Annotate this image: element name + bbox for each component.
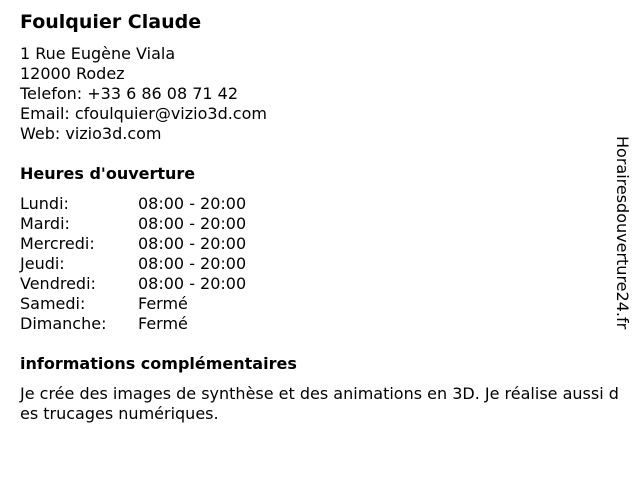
hours-row-thursday (20, 254, 320, 274)
time-value: Fermé (138, 314, 188, 333)
hours-title: Heures d'ouverture (20, 164, 196, 183)
time-value: 08:00 - 20:00 (138, 214, 247, 233)
business-name: Foulquier Claude (20, 11, 202, 33)
day-label: Mercredi: (20, 234, 95, 253)
hours-table (20, 194, 320, 334)
time-value: 08:00 - 20:00 (138, 234, 247, 253)
info-description: Je crée des images de synthèse et des animations en 3D. Je réalise aussi des trucages numériques. (20, 384, 619, 423)
watermark-text: Horairesdouverture24.fr (613, 136, 632, 330)
hours-row-saturday (20, 294, 320, 314)
info-title: informations complémentaires (20, 354, 297, 373)
day-label: Samedi: (20, 294, 86, 313)
time-value: 08:00 - 20:00 (138, 194, 247, 213)
day-label: Mardi: (20, 214, 70, 233)
hours-row-tuesday (20, 214, 320, 234)
address-line-2: 12000 Rodez (20, 64, 125, 83)
hours-row-monday (20, 194, 320, 214)
hours-row-wednesday (20, 234, 320, 254)
day-label: Vendredi: (20, 274, 96, 293)
day-label: Dimanche: (20, 314, 107, 333)
day-label: Jeudi: (20, 254, 65, 273)
day-label: Lundi: (20, 194, 69, 213)
time-value: 08:00 - 20:00 (138, 254, 247, 273)
phone-line: Telefon: +33 6 86 08 71 42 (20, 84, 239, 103)
web-line: Web: vizio3d.com (20, 124, 162, 143)
email-line: Email: cfoulquier@vizio3d.com (20, 104, 267, 123)
time-value: 08:00 - 20:00 (138, 274, 247, 293)
hours-row-sunday (20, 314, 320, 334)
hours-row-friday (20, 274, 320, 294)
contact-block (20, 44, 267, 144)
time-value: Fermé (138, 294, 188, 313)
address-line-1: 1 Rue Eugène Viala (20, 44, 176, 63)
